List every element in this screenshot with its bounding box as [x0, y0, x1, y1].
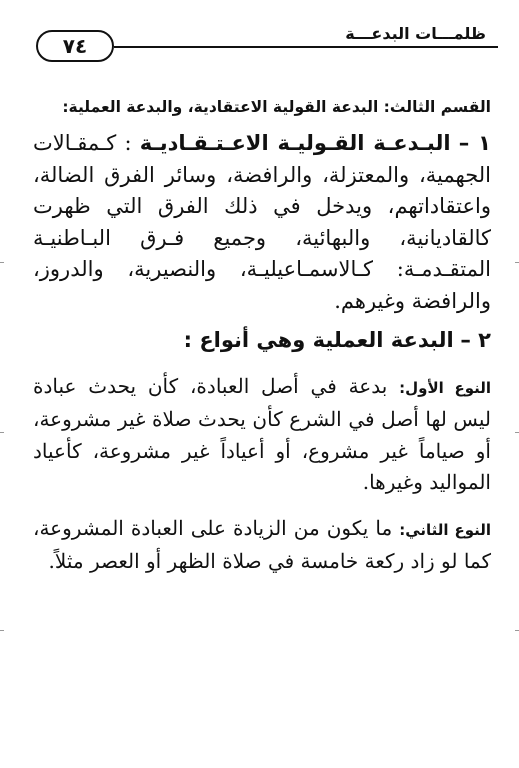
item-2-title: البدعة العملية وهي أنواع : — [183, 328, 454, 352]
page-number: ٧٤ — [36, 30, 114, 62]
item-2-paragraph — [33, 325, 491, 357]
item-1-paragraph — [33, 128, 491, 317]
item-2-number: ٢ – — [460, 328, 491, 352]
type-2-body: ما يكون من الزيادة على العبادة المشروعة، كما لو زاد ركعة خامسة في صلاة الظهر أو العصر مثلاً. — [33, 515, 491, 573]
section-heading: القسم الثالث: البدعة القولية الاعتقادية، والبدعة العملية: — [62, 98, 491, 116]
type-2-label: النوع الثاني: — [399, 520, 491, 539]
running-title: ظلمـــات البدعـــة — [345, 24, 486, 43]
scan-margin-mark — [0, 262, 4, 263]
scan-margin-mark — [0, 630, 4, 631]
item-1-number: ١ – — [458, 131, 491, 155]
type-1-label: النوع الأول: — [399, 378, 491, 397]
page-body — [33, 92, 491, 578]
type-2-paragraph — [33, 513, 491, 578]
header-rule — [114, 46, 498, 48]
scan-margin-mark — [0, 432, 4, 433]
scan-margin-mark — [515, 432, 519, 433]
type-1-body: بدعة في أصل العبادة، كأن يحدث عبادة ليس لها أصل في الشرع كأن يحدث صلاة غير مشروعة، أو صياماً غير مشروع، أو أعياداً غير مشروعة، كأعياد المواليد وغيرها. — [33, 373, 491, 494]
page-header — [36, 22, 498, 70]
scan-margin-mark — [515, 262, 519, 263]
type-1-paragraph — [33, 371, 491, 499]
item-1-body: : كـمقـالات الجهمية، والمعتزلة، والرافضة، وسائر الفرق الضالة، واعتقاداتهم، ويدخل في ذلك الفرق التي ظهرت كالقاديانية، والبهائية، وجميع فـرق البـاطنيـة المتقـدمـة: كـالاسمـاعيليـة، والنصيرية، والدروز، والرافضة وغيرهم. — [33, 131, 491, 313]
scan-margin-mark — [515, 630, 519, 631]
item-1-title: البـدعـة القـوليـة الاعـتـقـاديـة — [139, 131, 451, 155]
